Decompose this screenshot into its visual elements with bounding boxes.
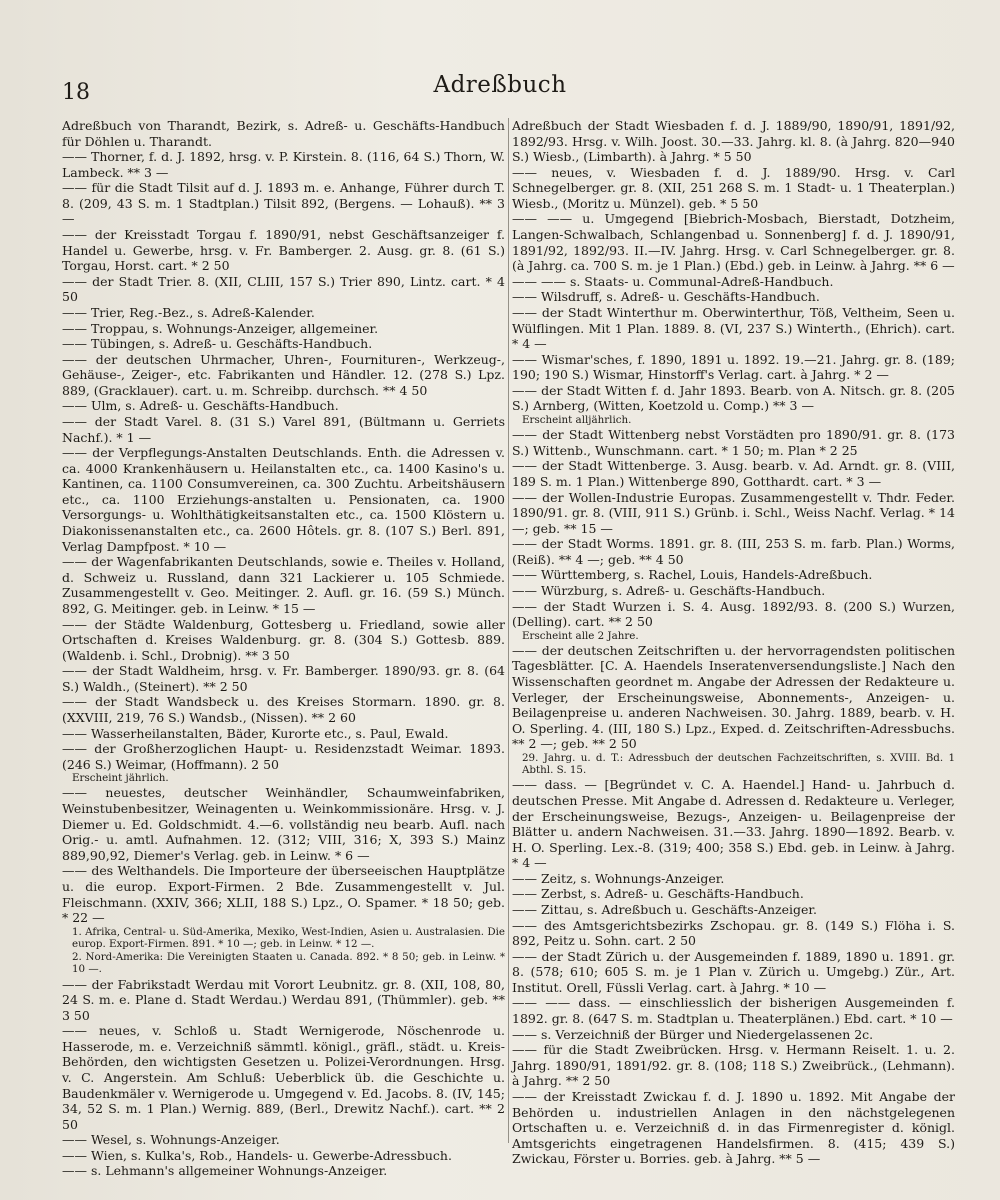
entry: —— Ulm, s. Adreß- u. Geschäfts-Handbuch. xyxy=(62,398,339,414)
entry: —— Wien, s. Kulka's, Rob., Handels- u. Gewerbe-Adressbuch. xyxy=(62,1147,452,1163)
entry-note: Erscheint alljährlich. xyxy=(522,413,632,426)
entry: —— der Stadt Trier. 8. (XII, CLIII, 157 S.) Trier 890, Lintz. cart. * 4 50 xyxy=(62,273,505,305)
entry: —— der Stadt Worms. 1891. gr. 8. (III, 253 S. m. farb. Plan.) Worms, (Reiß). ** 4 —; geb. ** 4 50 xyxy=(512,536,955,567)
page-number: 18 xyxy=(62,80,90,105)
entry: —— der Stadt Wittenberg nebst Vorstädten pro 1890/91. gr. 8. (173 S.) Wittenb., Wunschmann. cart. * 1 50; m. Plan * 2 25 xyxy=(512,427,955,458)
entry: —— Wasserheilanstalten, Bäder, Kurorte etc., s. Paul, Ewald. xyxy=(62,725,449,741)
entry: —— Wilsdruff, s. Adreß- u. Geschäfts-Handbuch. xyxy=(512,289,820,305)
left-column xyxy=(62,118,505,1179)
entry: —— s. Lehmann's allgemeiner Wohnungs-Anzeiger. xyxy=(62,1163,388,1179)
entry: —— des Amtsgerichtsbezirks Zschopau. gr. 8. (149 S.) Flöha i. S. 892, Peitz u. Sohn. cart. 2 50 xyxy=(512,917,955,949)
running-title: Adreßbuch xyxy=(433,72,567,98)
entry: —— der Stadt Winterthur m. Oberwinterthur, Töß, Veltheim, Seen u. Wülflingen. Mit 1 Plan. 1889. 8. (VI, 237 S.) Winterth., (Ehrich). cart. * 4 — xyxy=(512,304,955,352)
entry: —— der Stadt Wandsbeck u. des Kreises Stormarn. 1890. gr. 8. (XXVIII, 219, 76 S.) Wandsb., (Nissen). ** 2 60 xyxy=(62,694,505,725)
entry: —— der deutschen Zeitschriften u. der hervorragendsten politischen Tagesblätter. [C. A. Haendels Inseratenversendungsliste.] Nach den Wissenschaften geordnet m. Angabe der Adressen der Redakteure u. Verleger, der Erscheinungsweise, Abonnements-, Anzeigen- u. Beilagenpreise u. anderen Nachweisen. 30. Jahrg. 1889, bearb. v. H. O. Sperling. 4. (III, 180 S.) Lpz., Exped. d. Zeitschriften-Adressbuchs. ** 2 —; geb. ** 2 50 xyxy=(512,642,955,752)
entry: —— dass. — [Begründet v. C. A. Haendel.] Hand- u. Jahrbuch d. deutschen Presse. Mit Angabe d. Adressen d. Redakteure u. Verleger, der Erscheinungsweise, Bezugs-, Anzeigen- u. Beilagenpreise der Blätter u. andern Nachweisen. 31.—33. Jahrg. 1890—1892. Bearb. v. H. O. Sperling. Lex.-8. (319; 400; 358 S.) Ebd. geb. in Leinw. à Jahrg. * 4 — xyxy=(512,777,955,871)
entry: Adreßbuch von Tharandt, Bezirk, s. Adreß- u. Geschäfts-Handbuch für Döhlen u. Tharandt. xyxy=(62,118,505,149)
entry: —— der Fabrikstadt Werdau mit Vorort Leubnitz. gr. 8. (XII, 108, 80, 24 S. m. e. Plane d. Stadt Werdau.) Werdau 891, (Thümmler). geb. ** 3 50 xyxy=(62,976,505,1023)
entry: —— neuestes, deutscher Weinhändler, Schaumweinfabriken, Weinstubenbesitzer, Weinagenten u. Weinkommissionäre. Hrsg. v. J. Diemer u. Ed. Goldschmidt. 4.—6. vollständig neu bearb. Aufl. nach Orig.- u. amtl. Aufnahmen. 12. (312; VIII, 316; X, 393 S.) Mainz 889,90,92, Diemer's Verlag. geb. in Leinw. * 6 — xyxy=(62,785,505,863)
entry: —— neues, v. Schloß u. Stadt Wernigerode, Nöschenrode u. Hasserode, m. e. Verzeichniß sämmtl. königl., gräfl., städt. u. Kreis-Behörden, den wichtigsten Gesetzen u. Polizei-Verordnungen. Hrsg. v. C. Angerstein. Am Schluß: Ueberblick üb. die Geschichte u. Baudenkmäler v. Wernigerode u. Umgegend v. Ed. Jacobs. 8. (IV, 145; 34, 52 S. m. 1 Plan.) Wernig. 889, (Berl., Drewitz Nachf.). cart. ** 2 50 xyxy=(62,1023,505,1132)
entry: Adreßbuch der Stadt Wiesbaden f. d. J. 1889/90, 1890/91, 1891/92, 1892/93. Hrsg. v. Wilh. Joost. 30.—33. Jahrg. kl. 8. (à Jahrg. 820—940 S.) Wiesb., (Limbarth). à Jahrg. * 5 50 xyxy=(512,118,955,165)
entry: —— Zittau, s. Adreßbuch u. Geschäfts-Anzeiger. xyxy=(512,901,817,917)
entry: —— der Stadt Wittenberge. 3. Ausg. bearb. v. Ad. Arndt. gr. 8. (VIII, 189 S. m. 1 Plan.) Wittenberge 890, Gotthardt. cart. * 3 — xyxy=(512,458,955,489)
entry: —— —— u. Umgegend [Biebrich-Mosbach, Bierstadt, Dotzheim, Langen-Schwalbach, Schlangenbad u. Sonnenberg] f. d. J. 1890/91, 1891/92, 1892/93. II.—IV. Jahrg. Hrsg. v. Carl Schnegelberger. gr. 8. (à Jahrg. ca. 700 S. m. je 1 Plan.) (Ebd.) geb. in Leinw. à Jahrg. ** 6 — xyxy=(512,211,955,274)
entry: —— s. Verzeichniß der Bürger und Niedergelassenen 2c. xyxy=(512,1026,874,1042)
entry-note: Erscheint jährlich. xyxy=(72,772,169,785)
entry-note: 2. Nord-Amerika: Die Vereinigten Staaten u. Canada. 892. * 8 50; geb. in Leinw. * 10 —. xyxy=(72,951,505,976)
entry: —— der Kreisstadt Torgau f. 1890/91, nebst Geschäftsanzeiger f. Handel u. Gewerbe, hrsg. v. Fr. Bamberger. 2. Ausg. gr. 8. (61 S.) Torgau, Horst. cart. * 2 50 xyxy=(62,227,505,274)
entry: —— Thorner, f. d. J. 1892, hrsg. v. P. Kirstein. 8. (116, 64 S.) Thorn, W. Lambeck. ** 3 — xyxy=(62,149,505,180)
entry-note: 1. Afrika, Central- u. Süd-Amerika, Mexiko, West-Indien, Asien u. Australasien. Die europ. Export-Firmen. 891. * 10 —; geb. in Leinw. * 12 —. xyxy=(72,925,505,950)
entry: —— der Stadt Wurzen i. S. 4. Ausg. 1892/93. 8. (200 S.) Wurzen, (Delling). cart. ** 2 50 xyxy=(512,598,955,630)
entry: —— der Großherzoglichen Haupt- u. Residenzstadt Weimar. 1893. (246 S.) Weimar, (Hoffmann). 2 50 xyxy=(62,741,505,772)
column-divider xyxy=(508,118,509,1143)
entry: —— der Stadt Zürich u. der Ausgemeinden f. 1889, 1890 u. 1891. gr. 8. (578; 610; 605 S. m. je 1 Plan v. Zürich u. Umgebg.) Zür., Art. Institut. Orell, Füssli Verlag. cart. à Jahrg. * 10 — xyxy=(512,948,955,995)
entry-note: 29. Jahrg. u. d. T.: Adressbuch der deutschen Fachzeitschriften, s. XVIII. Bd. 1 Abthl. S. 15. xyxy=(522,751,955,777)
entry: —— der Wollen-Industrie Europas. Zusammengestellt v. Thdr. Feder. 1890/91. gr. 8. (VIII, 911 S.) Grünb. i. Schl., Weiss Nachf. Verlag. * 14 —; geb. ** 15 — xyxy=(512,489,955,536)
entry: —— Trier, Reg.-Bez., s. Adreß-Kalender. xyxy=(62,304,315,320)
entry: —— —— s. Staats- u. Communal-Adreß-Handbuch. xyxy=(512,273,834,289)
entry: —— der Wagenfabrikanten Deutschlands, sowie e. Theiles v. Holland, d. Schweiz u. Russland, dann 321 Lackierer u. 105 Schmiede. Zusammengestellt v. Geo. Meitinger. 2. Aufl. gr. 16. (59 S.) Münch. 892, G. Meitinger. geb. in Leinw. * 15 — xyxy=(62,554,505,616)
entry: —— der Verpflegungs-Anstalten Deutschlands. Enth. die Adressen v. ca. 4000 Krankenhäusern u. Heilanstalten etc., ca. 1400 Kasino's u. Kantinen, ca. 1100 Consumvereinen, ca. 300 Zuchtu. Arbeitshäusern etc., ca. 1100 Erziehungs-anstalten u. Pensionaten, ca. 1900 Versorgungs- u. Wohlthätigkeitsanstalten etc., ca. 1500 Klöstern u. Diakonissenanstalten etc., ca. 2600 Hôtels. gr. 8. (107 S.) Berl. 891, Verlag Dampfpost. * 10 — xyxy=(62,445,505,554)
entry: —— der Stadt Varel. 8. (31 S.) Varel 891, (Bültmann u. Gerriets Nachf.). * 1 — xyxy=(62,413,505,445)
entry: —— der Stadt Witten f. d. Jahr 1893. Bearb. von A. Nitsch. gr. 8. (205 S.) Arnberg, (Witten, Koetzold u. Comp.) ** 3 — xyxy=(512,382,955,414)
entry: —— Wesel, s. Wohnungs-Anzeiger. xyxy=(62,1132,280,1148)
entry: —— der Stadt Waldheim, hrsg. v. Fr. Bamberger. 1890/93. gr. 8. (64 S.) Waldh., (Steinert). ** 2 50 xyxy=(62,663,505,694)
entry: —— —— dass. — einschliesslich der bisherigen Ausgemeinden f. 1892. gr. 8. (647 S. m. Stadtplan u. Theaterplänen.) Ebd. cart. * 10 — xyxy=(512,995,955,1027)
entry: —— der Städte Waldenburg, Gottesberg u. Friedland, sowie aller Ortschaften d. Kreises Waldenburg. gr. 8. (304 S.) Gottesb. 889. (Waldenb. i. Schl., Drobnig). ** 3 50 xyxy=(62,616,505,663)
page-header xyxy=(0,72,1000,112)
entry: —— Würzburg, s. Adreß- u. Geschäfts-Handbuch. xyxy=(512,582,826,598)
entry: —— Tübingen, s. Adreß- u. Geschäfts-Handbuch. xyxy=(62,336,373,352)
entry: —— Wismar'sches, f. 1890, 1891 u. 1892. 19.—21. Jahrg. gr. 8. (189; 190; 190 S.) Wismar, Hinstorff's Verlag. cart. à Jahrg. * 2 — xyxy=(512,351,955,383)
entry: —— des Welthandels. Die Importeure der überseeischen Hauptplätze u. die europ. Export-Firmen. 2 Bde. Zusammengestellt v. Jul. Fleischmann. (XXIV, 366; XLII, 188 S.) Lpz., O. Spamer. * 18 50; geb. * 22 — xyxy=(62,863,505,926)
entry: —— für die Stadt Tilsit auf d. J. 1893 m. e. Anhange, Führer durch T. 8. (209, 43 S. m. 1 Stadtplan.) Tilsit 892, (Bergens. — Lohauß). ** 3 — xyxy=(62,180,505,227)
entry-note: Erscheint alle 2 Jahre. xyxy=(522,629,639,642)
entry: —— Zeitz, s. Wohnungs-Anzeiger. xyxy=(512,870,725,886)
right-column xyxy=(512,118,955,1167)
entry: —— der Kreisstadt Zwickau f. d. J. 1890 u. 1892. Mit Angabe der Behörden u. industriellen Anlagen in den nächstgelegenen Ortschaften u. e. Verzeichniß d. in das Firmenregister d. königl. Amtsgerichts eingetragenen Handelsfirmen. 8. (415; 439 S.) Zwickau, Förster u. Borries. geb. à Jahrg. ** 5 — xyxy=(512,1088,955,1167)
entry: —— Troppau, s. Wohnungs-Anzeiger, allgemeiner. xyxy=(62,320,379,336)
entry: —— Württemberg, s. Rachel, Louis, Handels-Adreßbuch. xyxy=(512,567,873,583)
entry: —— der deutschen Uhrmacher, Uhren-, Fournituren-, Werkzeug-, Gehäuse-, Zeiger-, etc. Fabrikanten und Händler. 12. (278 S.) Lpz. 889, (Gracklauer). cart. u. m. Schreibp. durchsch. ** 4 50 xyxy=(62,351,505,398)
entry: —— Zerbst, s. Adreß- u. Geschäfts-Handbuch. xyxy=(512,886,804,902)
entry: —— neues, v. Wiesbaden f. d. J. 1889/90. Hrsg. v. Carl Schnegelberger. gr. 8. (XII, 251 268 S. m. 1 Stadt- u. 1 Theaterplan.) Wiesb., (Moritz u. Münzel). geb. * 5 50 xyxy=(512,164,955,211)
entry: —— für die Stadt Zweibrücken. Hrsg. v. Hermann Reiselt. 1. u. 2. Jahrg. 1890/91, 1891/92. gr. 8. (108; 118 S.) Zweibrück., (Lehmann). à Jahrg. ** 2 50 xyxy=(512,1042,955,1089)
